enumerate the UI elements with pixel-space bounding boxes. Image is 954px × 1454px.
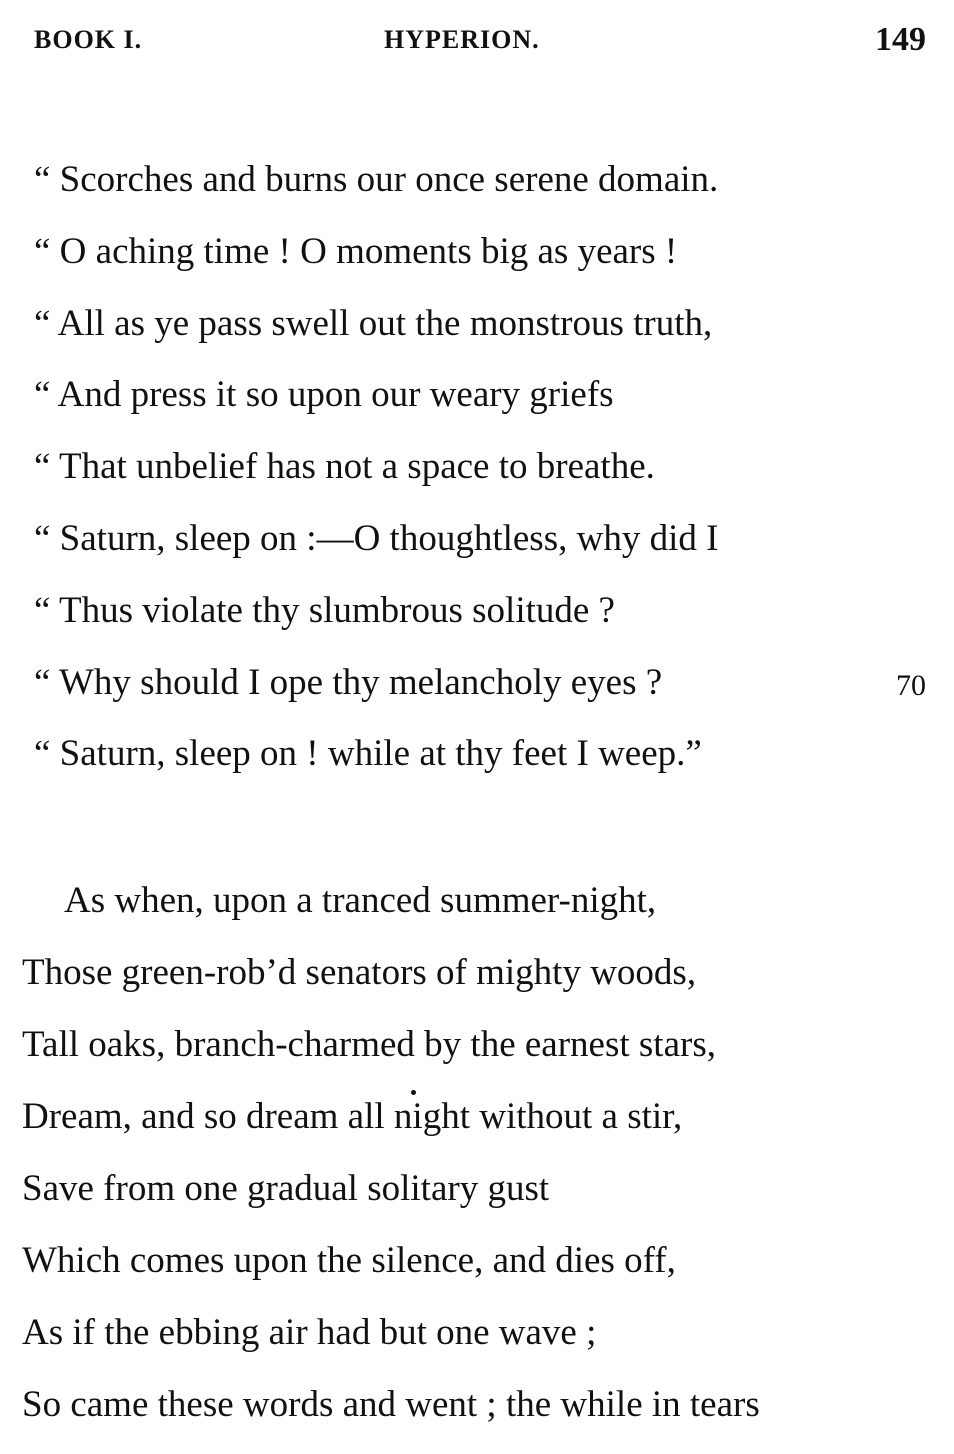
verse-text: “ O aching time ! O moments big as years ! [34,230,678,272]
book-label: BOOK I. [34,25,143,54]
stanza-speech [0,152,954,798]
verse-text: “ Saturn, sleep on ! while at thy feet I weep.” [34,733,702,775]
verse-line [0,224,954,296]
verse-text: Those green-rob’d senators of mighty woods, [22,952,697,993]
verse-line [0,726,954,798]
verse-text: “ Scorches and burns our once serene domain. [34,159,719,200]
verse-text: “ And press it so upon our weary griefs [34,374,614,416]
verse-line [0,296,954,368]
verse-text: So came these words and went ; the while in tears [22,1384,760,1425]
verse-line [0,1233,954,1305]
verse-text: As when, upon a tranced summer-night, [64,880,657,921]
verse-line [0,439,954,511]
verse-text: Which comes upon the silence, and dies off, [22,1240,676,1281]
verse-line [0,511,954,583]
running-header [0,20,954,60]
verse-line [0,1305,954,1377]
verse-line [0,583,954,655]
poem-title: HYPERION. [384,25,540,54]
verse-text: As if the ebbing air had but one wave ; [22,1312,597,1353]
stanza-narrative [0,873,954,1449]
verse-text: “ Saturn, sleep on :—O thoughtless, why did I [34,517,719,559]
verse-text: “ Thus violate thy slumbrous solitude ? [34,589,615,631]
page-number: 149 [875,21,926,58]
verse-text: “ Why should I ope thy melancholy eyes ? [34,661,663,703]
verse-line [0,873,954,945]
verse-line [0,1377,954,1449]
verse-line [0,945,954,1017]
verse-text: Save from one gradual solitary gust [22,1168,550,1209]
ink-speck [411,1090,416,1095]
verse-text: “ That unbelief has not a space to breathe. [34,446,655,488]
verse-text: Dream, and so dream all night without a stir, [22,1096,683,1137]
verse-line [0,1161,954,1233]
verse-line [0,655,954,727]
verse-line [0,1017,954,1089]
verse-line [0,367,954,439]
verse-line [0,152,954,224]
verse-text: “ All as ye pass swell out the monstrous truth, [34,302,713,344]
verse-line [0,1089,954,1161]
line-number: 70 [896,668,926,702]
verse-text: Tall oaks, branch-charmed by the earnest stars, [22,1024,716,1065]
